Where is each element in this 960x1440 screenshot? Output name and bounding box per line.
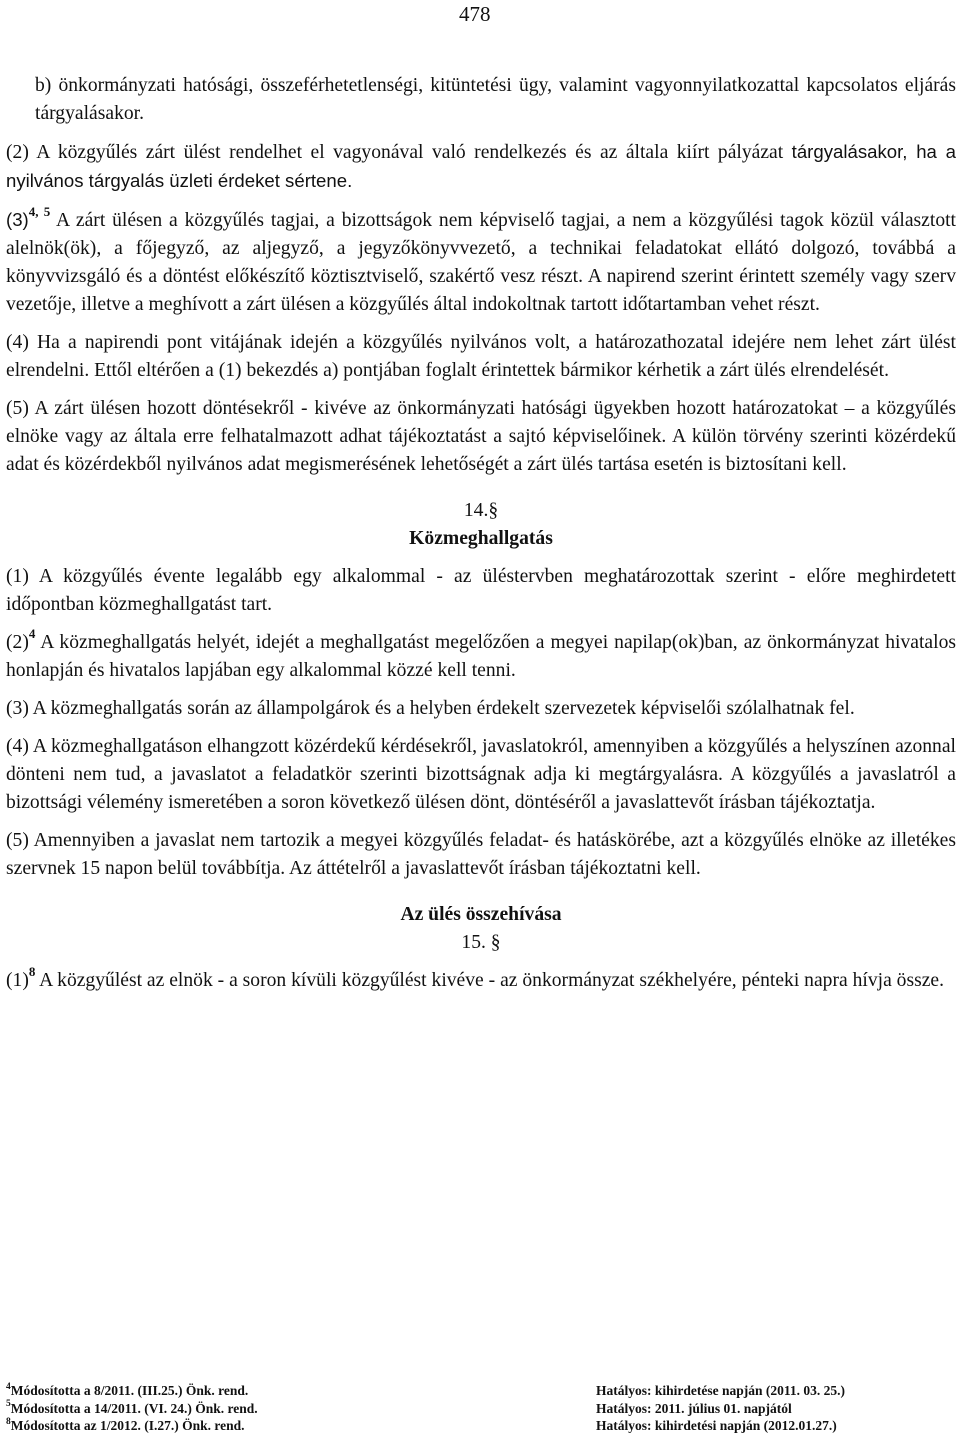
footnote-mark: 5	[6, 1399, 11, 1409]
section-14-paragraph-1: (1) A közgyűlés évente legalább egy alkalommal - az üléstervben meghatározottak szerint - előre meghirdetett időpontban közmeghallgatást tart.	[6, 566, 956, 615]
footnote-source: Módosította a 8/2011. (III.25.) Önk. rend.	[10, 1383, 249, 1398]
footnote-effective: Hatályos: kihirdetése napján (2011. 03. 25.)	[596, 1383, 846, 1398]
paragraph-3	[6, 206, 956, 319]
section-15-paragraph-1	[6, 964, 956, 995]
paragraph-2	[6, 138, 956, 196]
body-text	[6, 72, 956, 1005]
footnote-effective: Hatályos: kihirdetési napján (2012.01.27.)	[596, 1418, 837, 1433]
footnote-5	[6, 1400, 956, 1418]
section-15-paragraph-1-number: (1)	[6, 970, 29, 991]
section-14-paragraph-4: (4) A közmeghallgatáson elhangzott közérdekű kérdésekről, javaslatokról, amennyiben a közgyűlés a helyszínen azonnal dönteni nem tud, a javaslatot a feladatkör szerinti bizottságnak adja ki megtárgyalásra. A közgyűlés a javaslatról a bizottsági vélemény ismeretében a soron következő ülésen dönt, döntéséről a javaslattevőt írásban tájékoztatja.	[6, 736, 956, 813]
paragraph-2-head: (2) A közgyűlés zárt ülést rendelhet el vagyonával való rendelkezés és az általa kiírt pályázat	[6, 142, 784, 163]
footnote-effective: Hatályos: 2011. július 01. napjától	[596, 1400, 792, 1416]
footnote-source: Módosította az 1/2012. (I.27.) Önk. rend.	[10, 1418, 245, 1433]
paragraph-4: (4) Ha a napirendi pont vitájának idején a közgyűlés nyilvános volt, a határozathozatal idejére nem lehet zárt ülést elrendelni. Ettől eltérően a (1) bekezdés a) pontjában foglalt érintettek bármikor kérhetik a zárt ülés elrendelését.	[6, 332, 956, 381]
footnote-4	[6, 1382, 956, 1400]
footnote-ref-8: 8	[28, 964, 36, 980]
section-14-paragraph-2-text: A közmeghallgatás helyét, idejét a meghallgatást megelőzően a megyei napilap(ok)ban, az önkormányzat hivatalos honlapján és hivatalos lapjában egy alkalommal közzé kell tenni.	[6, 632, 956, 681]
page-number: 478	[459, 2, 491, 26]
section-14-number: 14.§	[463, 500, 499, 521]
section-15-title: Az ülés összehívása	[400, 904, 562, 925]
footnote-mark: 8	[6, 1416, 11, 1427]
section-14-title: Közmeghallgatás	[409, 528, 553, 549]
paragraph-2-tail: tárgyalásakor, ha a nyilvános tárgyalás üzleti érdeket sértene.	[6, 141, 956, 191]
paragraph-3-text: A zárt ülésen a közgyűlés tagjai, a bizottságok nem képviselő tagjai, a nem a közgyűlési tagok közül választott alelnök(ök), a főjegyző, az aljegyző, a jegyzőkönyvvezető, a technikai feladatokat ellátó dolgozó, továbbá a könyvvizsgáló és a döntést előkészítő köztisztviselő, szakértő vesz részt. A napirend szerint érintett személy vagy szerv vezetője, illetve a meghívott a zárt ülésen a közgyűlés által indokoltnak tartott időtartamban vehet részt.	[6, 210, 957, 315]
footnotes	[6, 1382, 956, 1435]
footnote-ref-4-5: 4, 5	[28, 204, 51, 220]
paragraph-5: (5) A zárt ülésen hozott döntésekről - kivéve az önkormányzati hatósági ügyekben hozott határozatokat – a közgyűlés elnöke vagy az általa erre felhatalmazott adhat tájékoztatást a sajtó képviselőinek. A külön törvény szerinti közérdekű adat és közérdekből nyilvános adat megismerésének lehetőségét a zárt ülés tartása esetén is biztosítani kell.	[6, 398, 956, 475]
paragraph-b: b) önkormányzati hatósági, összeférhetetlenségi, kitüntetési ügy, valamint vagyonnyilatkozattal kapcsolatos eljárás tárgyalásakor.	[35, 75, 956, 124]
section-14-paragraph-5: (5) Amennyiben a javaslat nem tartozik a megyei közgyűlés feladat- és hatáskörébe, azt a közgyűlés elnöke az illetékes szervnek 15 napon belül továbbítja. Az áttételről a javaslattevőt írásban tájékoztatni kell.	[6, 830, 956, 879]
footnote-8	[6, 1417, 956, 1435]
footnote-ref-4: 4	[28, 626, 36, 642]
footnote-source: Módosította a 14/2011. (VI. 24.) Önk. rend.	[10, 1400, 258, 1416]
footnote-mark: 4	[6, 1381, 11, 1392]
section-14-paragraph-3: (3) A közmeghallgatás során az állampolgárok és a helyben érdekelt szervezetek képviselői szólalhatnak fel.	[6, 698, 855, 719]
section-15-paragraph-1-text: A közgyűlést az elnök - a soron kívüli közgyűlést kivéve - az önkormányzat székhelyére, pénteki napra hívja össze.	[35, 970, 944, 991]
paragraph-3-number: (3)	[6, 209, 29, 230]
section-15-number: 15. §	[461, 932, 501, 953]
section-14-paragraph-2-number: (2)	[6, 632, 29, 653]
section-14-paragraph-2	[6, 626, 956, 685]
